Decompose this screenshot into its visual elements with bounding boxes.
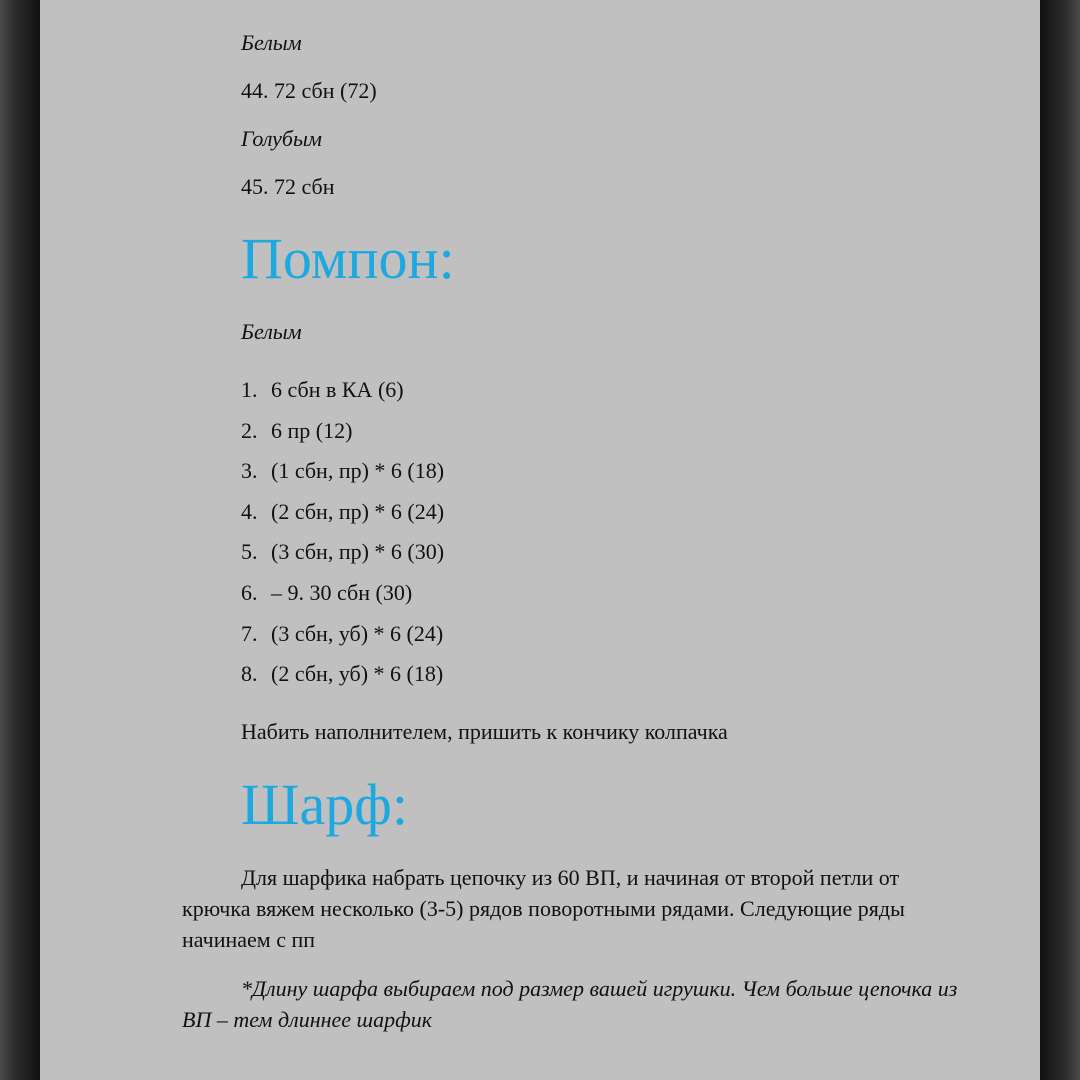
color-label-white: Белым (241, 30, 302, 55)
list-item: 7. (3 сбн, уб) * 6 (24) (241, 620, 444, 646)
scarf-length-note: *Длину шарфа выбираем под размер вашей игрушки. Чем больше цепочка из ВП – тем длиннее шарфик (182, 976, 958, 1032)
list-item: 4. (2 сбн, пр) * 6 (24) (241, 498, 445, 524)
list-item: 6. – 9. 30 сбн (30) (241, 579, 413, 605)
pompom-color-label: Белым (241, 319, 302, 344)
document-page (40, 0, 1040, 1080)
scarf-heading: Шарф: (241, 772, 408, 837)
list-item: 1. 6 сбн в КА (6) (241, 377, 404, 402)
row-45: 45. 72 сбн (241, 174, 335, 199)
left-frame-border (0, 0, 40, 1080)
right-frame-border (1040, 0, 1080, 1080)
list-item: 2. 6 пр (12) (241, 417, 353, 443)
list-item: 8. (2 сбн, уб) * 6 (18) (241, 661, 444, 687)
list-item: 5. (3 сбн, пр) * 6 (30) (241, 539, 445, 565)
pompom-finish-instruction: Набить наполнителем, пришить к кончику колпачка (241, 719, 728, 744)
pompom-rows-list (241, 372, 444, 697)
pompom-heading: Помпон: (241, 226, 455, 291)
list-item: 3. (1 сбн, пр) * 6 (18) (241, 458, 445, 484)
row-44: 44. 72 сбн (72) (241, 78, 377, 103)
scarf-instruction-paragraph: Для шарфика набрать цепочку из 60 ВП, и начиная от второй петли от крючка вяжем несколько (3-5) рядов поворотными рядами. Следующие ряды начинаем с пп (182, 865, 905, 952)
color-label-blue: Голубым (241, 126, 322, 151)
